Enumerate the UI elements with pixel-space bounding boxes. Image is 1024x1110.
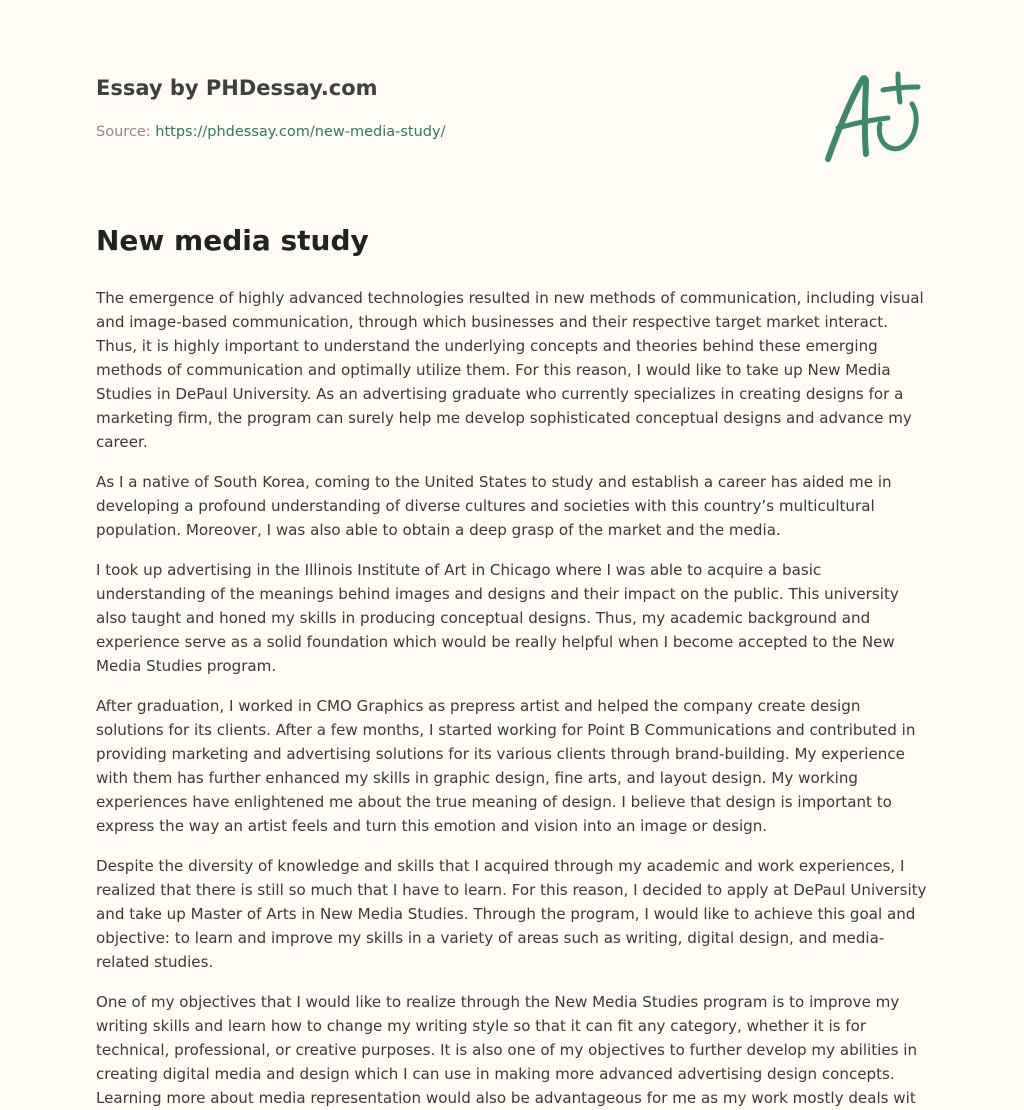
essay-paragraph: As I a native of South Korea, coming to the United States to study and establish a career has aided me in developing a profound understanding of diverse cultures and societies with this country’s multicultural population. Moreover, I was also able to obtain a deep grasp of the market and the media. — [96, 473, 892, 539]
site-header-title: Essay by PHDessay.com — [96, 76, 378, 100]
source-link[interactable]: https://phdessay.com/new-media-study/ — [155, 124, 446, 140]
source-label: Source: — [96, 124, 151, 140]
a-plus-grade-icon — [820, 66, 930, 166]
essay-paragraph: The emergence of highly advanced technologies resulted in new methods of communication, including visual and image-based communication, through which businesses and their respective target market interact. Thus, it is highly important to understand the underlying concepts and theories behind these emerging methods of communication and optimally utilize them. For this reason, I would like to take up New Media Studies in DePaul University. As an advertising graduate who currently specializes in creating designs for a marketing firm, the program can surely help me develop sophisticated conceptual designs and advance my career. — [96, 289, 924, 451]
essay-title: New media study — [96, 224, 369, 257]
source-line — [96, 124, 445, 140]
essay-paragraph: After graduation, I worked in CMO Graphics as prepress artist and helped the company create design solutions for its clients. After a few months, I started working for Point B Communications and contributed in providing marketing and advertising solutions for its various clients through brand-building. My experience with them has further enhanced my skills in graphic design, fine arts, and layout design. My working experiences have enlightened me about the true meaning of design. I believe that design is important to express the way an artist feels and turn this emotion and vision into an image or design. — [96, 697, 916, 835]
essay-paragraph: I took up advertising in the Illinois Institute of Art in Chicago where I was able to acquire a basic understanding of the meanings behind images and designs and their impact on the public. This university also taught and honed my skills in producing conceptual designs. Thus, my academic background and experience serve as a solid foundation which would be really helpful when I become accepted to the New Media Studies program. — [96, 561, 899, 675]
essay-paragraph: Despite the diversity of knowledge and skills that I acquired through my academic and work experiences, I realized that there is still so much that I have to learn. For this reason, I decided to apply at DePaul University and take up Master of Arts in New Media Studies. Through the program, I would like to achieve this goal and objective: to learn and improve my skills in a variety of areas such as writing, digital design, and media-related studies. — [96, 857, 927, 971]
essay-body — [96, 286, 930, 1107]
essay-paragraph: One of my objectives that I would like to realize through the New Media Studies program is to improve my writing skills and learn how to change my writing style so that it can fit any category, whether it is for technical, professional, or creative purposes. It is also one of my objectives to further develop my abilities in creating digital media and design which I can use in making more advanced advertising design concepts. Learning more about media representation would also be advantageous for me as my work mostly deals wit — [96, 993, 918, 1107]
